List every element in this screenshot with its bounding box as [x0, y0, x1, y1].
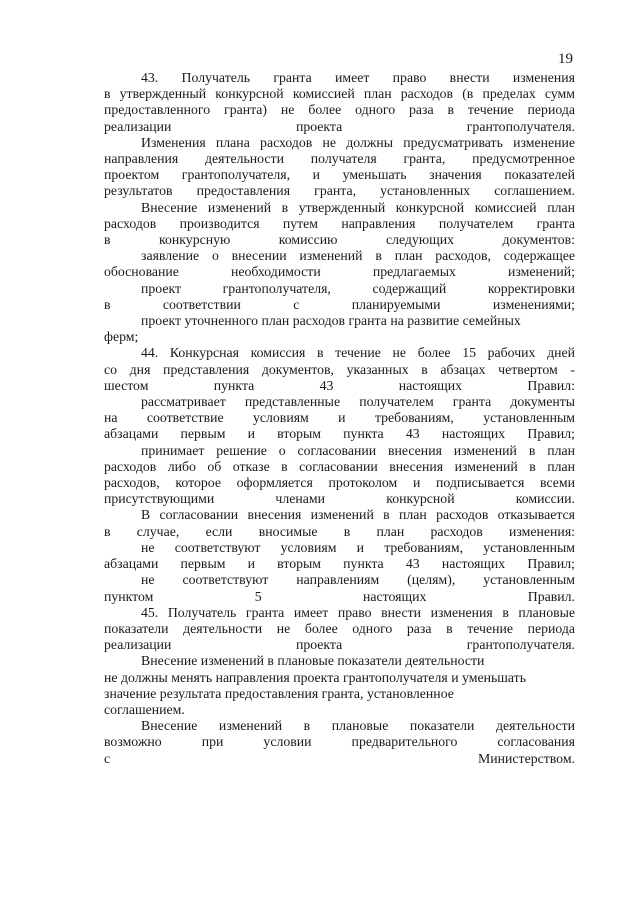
- text-line: пунктом 5 настоящих Правил.: [104, 588, 575, 604]
- text-line: абзацами первым и вторым пункта 43 настоящих Правил;: [104, 556, 575, 572]
- paragraph: [104, 443, 575, 508]
- text-line: заявление о внесении изменений в план расходов, содержащее: [141, 248, 575, 264]
- text-line: в случае, если вносимые в план расходов изменения:: [104, 523, 575, 539]
- text-line: рассматривает представленные получателем гранта документы: [141, 394, 575, 410]
- paragraph: [104, 653, 575, 718]
- text-line: не соответствуют направлениям (целям), установленным: [141, 572, 575, 588]
- text-line: в конкурсную комиссию следующих документов:: [104, 232, 575, 248]
- text-line: проект грантополучателя, содержащий корректировки: [141, 280, 575, 296]
- paragraph: [104, 313, 575, 345]
- paragraph: [104, 281, 575, 313]
- text-line: значение результата предоставления гранта, установленное: [104, 685, 454, 701]
- paragraph: [104, 248, 575, 280]
- text-line: Изменения плана расходов не должны предусматривать изменение: [141, 134, 575, 150]
- text-line: реализации проекта грантополучателя.: [104, 118, 575, 134]
- text-line: направления деятельности получателя гранта, предусмотренное: [104, 151, 575, 167]
- text-line: соглашением.: [104, 701, 185, 717]
- text-line: возможно при условии предварительного согласования: [104, 734, 575, 750]
- text-line: ферм;: [104, 329, 139, 345]
- text-line: Внесение изменений в плановые показатели деятельности: [141, 718, 575, 734]
- paragraph: [104, 135, 575, 200]
- text-line: проектом грантополучателя, и уменьшать значения показателей: [104, 167, 575, 183]
- text-line: с Министерством.: [104, 750, 575, 766]
- paragraph: [104, 394, 575, 443]
- text-line: расходов, которое оформляется протоколом и подписывается всеми: [104, 475, 575, 491]
- text-line: реализации проекта грантополучателя.: [104, 637, 575, 653]
- paragraph: [104, 718, 575, 767]
- paragraph: [104, 200, 575, 249]
- text-line: со дня представления документов, указанных в абзацах четвертом -: [104, 361, 575, 377]
- text-line: результатов предоставления гранта, установленных соглашением.: [104, 183, 575, 199]
- text-line: показатели деятельности не более одного раза в течение периода: [104, 620, 575, 636]
- text-line: Внесение изменений в плановые показатели деятельности: [141, 653, 485, 669]
- text-line: принимает решение о согласовании внесения изменений в план: [141, 442, 575, 458]
- text-line: в утвержденный конкурсной комиссией план расходов (в пределах сумм: [104, 86, 575, 102]
- text-line: расходов производится путем направления получателем гранта: [104, 215, 575, 231]
- text-line: 45. Получатель гранта имеет право внести изменения в плановые: [141, 604, 575, 620]
- page-number: 19: [558, 51, 573, 67]
- text-line: В согласовании внесения изменений в план расходов отказывается: [141, 507, 575, 523]
- text-line: проект уточненного план расходов гранта на развитие семейных: [141, 313, 521, 329]
- text-line: 44. Конкурсная комиссия в течение не более 15 рабочих дней: [141, 345, 575, 361]
- text-line: в соответствии с планируемыми изменениями;: [104, 296, 575, 312]
- text-line: абзацами первым и вторым пункта 43 настоящих Правил;: [104, 426, 575, 442]
- text-line: Внесение изменений в утвержденный конкурсной комиссией план: [141, 199, 575, 215]
- paragraph: [104, 572, 575, 604]
- text-line: на соответствие условиям и требованиям, установленным: [104, 410, 575, 426]
- text-line: предоставленного гранта) не более одного раза в течение периода: [104, 102, 575, 118]
- document-body: [104, 70, 575, 767]
- text-line: обоснование необходимости предлагаемых изменений;: [104, 264, 575, 280]
- paragraph: [104, 345, 575, 394]
- paragraph: [104, 540, 575, 572]
- text-line: расходов либо об отказе в согласовании внесения изменений в план: [104, 458, 575, 474]
- text-line: не должны менять направления проекта грантополучателя и уменьшать: [104, 669, 526, 685]
- text-line: 43. Получатель гранта имеет право внести изменения: [141, 70, 575, 85]
- text-line: присутствующими членами конкурсной комиссии.: [104, 491, 575, 507]
- text-line: шестом пункта 43 настоящих Правил:: [104, 377, 575, 393]
- paragraph: [104, 507, 575, 539]
- paragraph: [104, 605, 575, 654]
- text-line: не соответствуют условиям и требованиям, установленным: [141, 539, 575, 555]
- paragraph: [104, 70, 575, 135]
